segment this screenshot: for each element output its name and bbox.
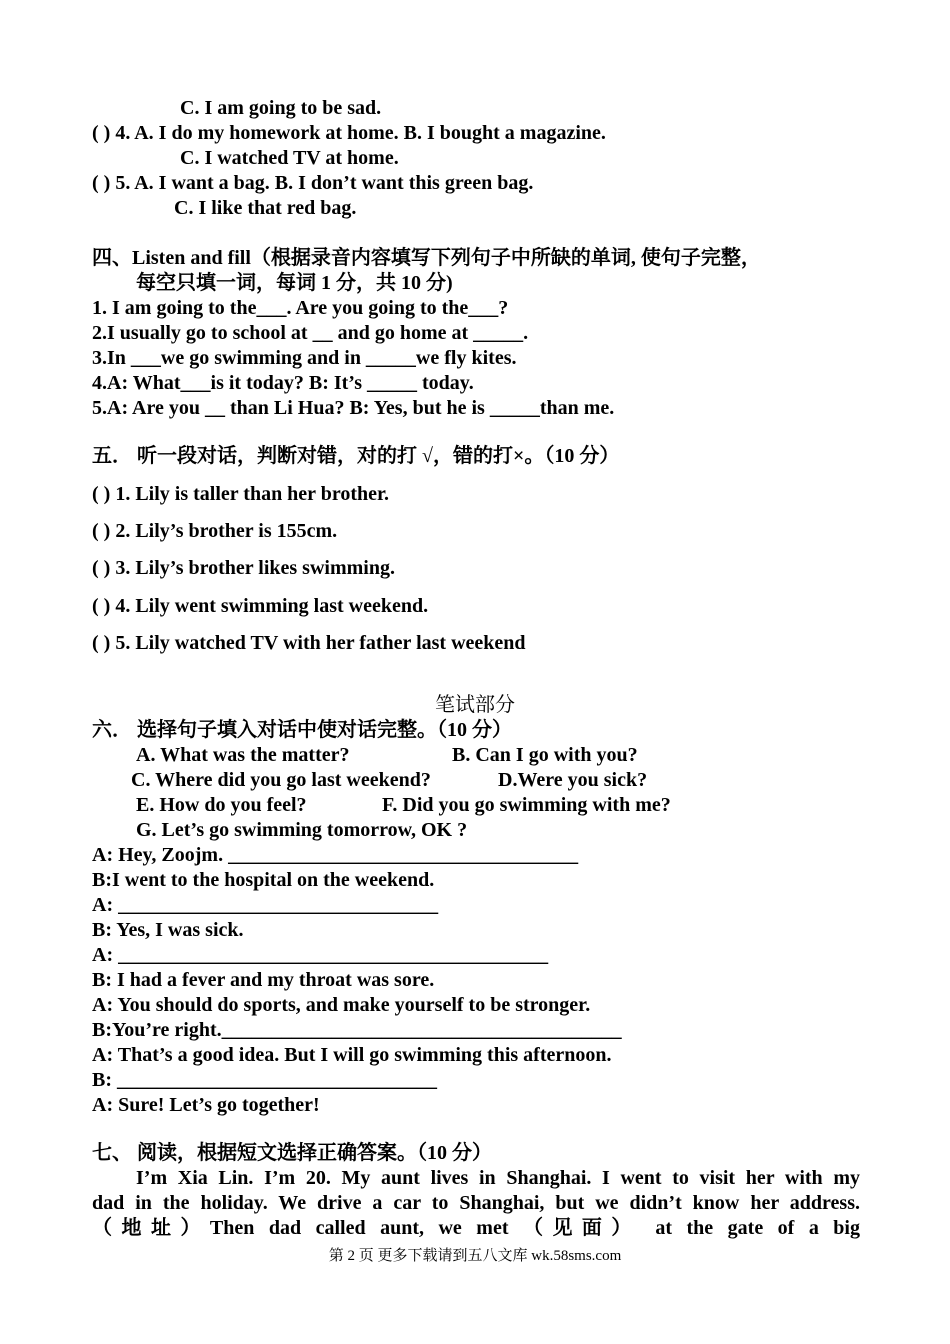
option-e: E. How do you feel? (136, 794, 307, 816)
section7-title: 七、 阅读，根据短文选择正确答案。（10 分） (92, 1142, 492, 1164)
dialogue-line-5: A: ___________________________________________ (92, 944, 549, 966)
written-part-header: 笔试部分 (435, 694, 515, 716)
option-a: A. What was the matter? (136, 744, 350, 766)
section4-title: 四、Listen and fill（根据录音内容填写下列句子中所缺的单词, 使句子完整， (92, 247, 761, 269)
page-footer: 第 2 页 更多下载请到五八文库 wk.58sms.com (328, 1248, 622, 1264)
fill-item-3: 3.In ___we go swimming and in _____we fly kites. (92, 347, 517, 369)
option-g: G. Let’s go swimming tomorrow, OK ? (136, 819, 468, 841)
fill-item-5: 5.A: Are you __ than Li Hua? B: Yes, but he is _____than me. (92, 397, 615, 419)
reading-line-3: （地址）Then dad called aunt, we met （见面） at the gate of a big (92, 1217, 860, 1239)
option-f: F. Did you go swimming with me? (382, 794, 671, 816)
section6-title: 六． 选择句子填入对话中使对话完整。（10 分） (92, 719, 512, 741)
fill-item-4: 4.A: What___is it today? B: It’s _____ today. (92, 372, 474, 394)
judge-item-5: ( ) 5. Lily watched TV with her father last weekend (92, 632, 526, 654)
section4-title-cont: 每空只填一词，每词 1 分，共 10 分) (136, 272, 453, 294)
option-b: B. Can I go with you? (452, 744, 638, 766)
dialogue-line-9: A: That’s a good idea. But I will go swimming this afternoon. (92, 1044, 612, 1066)
q4-line: ( ) 4. A. I do my homework at home. B. I bought a magazine. (92, 122, 606, 144)
judge-item-3: ( ) 3. Lily’s brother likes swimming. (92, 557, 395, 579)
dialogue-line-7: A: You should do sports, and make yourself to be stronger. (92, 994, 591, 1016)
judge-item-1: ( ) 1. Lily is taller than her brother. (92, 483, 390, 505)
reading-line-2: dad in the holiday. We drive a car to Shanghai, but we didn’t know her address. (92, 1192, 860, 1214)
option-c: C. Where did you go last weekend? (131, 769, 431, 791)
dialogue-line-8: B:You’re right.________________________________________ (92, 1019, 622, 1041)
judge-item-2: ( ) 2. Lily’s brother is 155cm. (92, 520, 338, 542)
option-d: D.Were you sick? (498, 769, 648, 791)
q4-option-c: C. I watched TV at home. (180, 147, 399, 169)
q3-option-c: C. I am going to be sad. (180, 97, 382, 119)
dialogue-line-11: A: Sure! Let’s go together! (92, 1094, 320, 1116)
dialogue-line-3: A: ________________________________ (92, 894, 439, 916)
dialogue-line-10: B: ________________________________ (92, 1069, 437, 1091)
reading-line-1: I’m Xia Lin. I’m 20. My aunt lives in Shanghai. I went to visit her with my (136, 1167, 860, 1189)
dialogue-line-2: B:I went to the hospital on the weekend. (92, 869, 435, 891)
section5-title: 五． 听一段对话，判断对错，对的打 √，错的打×。（10 分） (92, 445, 620, 467)
fill-item-2: 2.I usually go to school at __ and go home at _____. (92, 322, 529, 344)
judge-item-4: ( ) 4. Lily went swimming last weekend. (92, 595, 429, 617)
fill-item-1: 1. I am going to the___. Are you going to the___? (92, 297, 509, 319)
q5-line: ( ) 5. A. I want a bag. B. I don’t want this green bag. (92, 172, 534, 194)
q5-option-c: C. I like that red bag. (174, 197, 357, 219)
dialogue-line-6: B: I had a fever and my throat was sore. (92, 969, 435, 991)
dialogue-line-1: A: Hey, Zoojm. ___________________________________ (92, 844, 579, 866)
dialogue-line-4: B: Yes, I was sick. (92, 919, 244, 941)
